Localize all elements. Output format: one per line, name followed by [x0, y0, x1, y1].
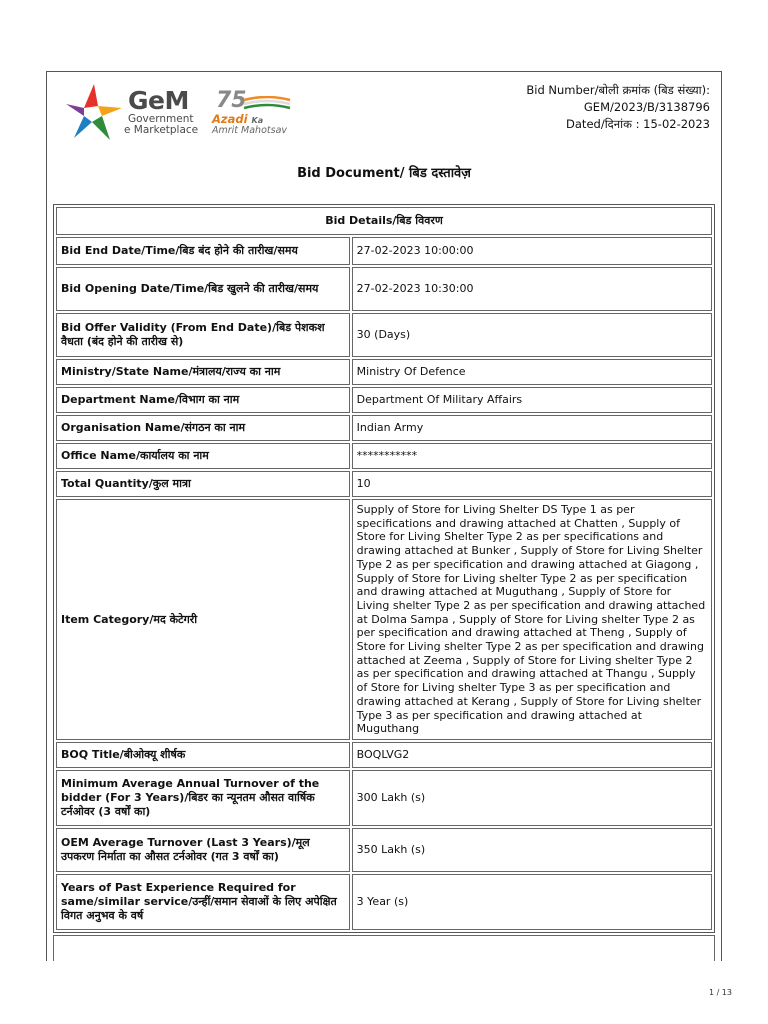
row-label: Years of Past Experience Required for same/similar service/उन्हीं/समान सेवाओं के लिए अपेक्षित विगत अनुभव के वर्ष [56, 874, 350, 930]
row-label: Ministry/State Name/मंत्रालय/राज्य का नाम [56, 359, 350, 385]
table-row [56, 267, 712, 311]
row-value: 3 Year (s) [352, 874, 712, 930]
row-label: Bid Opening Date/Time/बिड खुलने की तारीख/समय [56, 267, 350, 311]
azadi-75-mark: 75 [216, 88, 247, 113]
azadi-word: Azadi [212, 112, 248, 126]
gem-subtitle [124, 114, 198, 136]
row-value: 350 Lakh (s) [352, 828, 712, 872]
gem-star-logo-icon [64, 82, 124, 142]
table-row [56, 874, 712, 930]
row-value: Supply of Store for Living Shelter DS Type 1 as per specifications and drawing attached at Chatten , Supply of Store for Living Shelter Type 2 as per specifications and drawing attached at Bunker , Supply of Store for Living Shelter Type 2 as per specification and drawing attached at Giagong , Supply of Store for Living shelter Type 2 as per specification and drawing attached at Muguthang , Supply of Store for Living shelter Type 2 as per specification and drawing attached at Dolma Sampa , Supply of Store for Living shelter Type 2 as per specification and drawing attached at Theng , Supply of Store for Living shelter Type 2 as per specification and drawing attached at Zeema , Supply of Store for Living shelter Type 2 as per specification and drawing attached at Thangu , Supply of Store for Living shelter Type 3 as per specification and drawing attached at Kerang , Supply of Store for Living shelter Type 3 as per specification and drawing attached at Muguthang [352, 499, 712, 740]
document-title: Bid Document/ बिड दस्तावेज़ [297, 166, 471, 181]
table-row [56, 415, 712, 441]
table-row [56, 742, 712, 768]
azadi-ka-amrit-mahotsav-logo [212, 88, 302, 140]
gem-subtitle-line1: Government [128, 113, 194, 125]
dated-label: Dated/दिनांक : [566, 117, 640, 131]
row-value: 10 [352, 471, 712, 497]
row-value: Indian Army [352, 415, 712, 441]
table-row [56, 828, 712, 872]
bid-date-line [526, 116, 710, 133]
row-value: BOQLVG2 [352, 742, 712, 768]
row-label: Department Name/विभाग का नाम [56, 387, 350, 413]
row-label: Office Name/कार्यालय का नाम [56, 443, 350, 469]
dated-value: 15-02-2023 [643, 117, 710, 131]
table-row [56, 359, 712, 385]
azadi-ka-word: Ka [251, 116, 264, 125]
row-value: 30 (Days) [352, 313, 712, 357]
gem-subtitle-line2: e Marketplace [124, 124, 199, 136]
bid-number: GEM/2023/B/3138796 [583, 100, 710, 114]
row-label: Item Category/मद केटेगरी [56, 499, 350, 740]
row-value: Ministry Of Defence [352, 359, 712, 385]
row-value: *********** [352, 443, 712, 469]
table-row [56, 471, 712, 497]
table-header-row [56, 207, 712, 235]
table-row [56, 499, 712, 740]
row-value: Department Of Military Affairs [352, 387, 712, 413]
table-row [56, 387, 712, 413]
table-heading: Bid Details/बिड विवरण [56, 207, 712, 235]
azadi-text [212, 112, 263, 126]
table-row [56, 770, 712, 826]
bid-meta [526, 82, 710, 133]
row-value: 27-02-2023 10:30:00 [352, 267, 712, 311]
page-number: 1 / 13 [708, 988, 732, 997]
table-row [56, 237, 712, 265]
table-row [56, 313, 712, 357]
row-label: Organisation Name/संगठन का नाम [56, 415, 350, 441]
bid-number-label: Bid Number/बोली क्रमांक (बिड संख्या): [526, 83, 710, 97]
table-row [56, 443, 712, 469]
row-value: 27-02-2023 10:00:00 [352, 237, 712, 265]
logo-area [64, 82, 364, 144]
row-label: Minimum Average Annual Turnover of the bidder (For 3 Years)/बिडर का न्यूनतम औसत वार्षिक टर्नओवर (3 वर्षों का) [56, 770, 350, 826]
row-label: BOQ Title/बीओक्यू शीर्षक [56, 742, 350, 768]
next-section-box [53, 935, 715, 961]
amrit-mahotsav-text: Amrit Mahotsav [212, 125, 288, 136]
row-value: 300 Lakh (s) [352, 770, 712, 826]
row-label: Bid End Date/Time/बिड बंद होने की तारीख/समय [56, 237, 350, 265]
gem-wordmark: GeM [128, 86, 189, 115]
row-label: Bid Offer Validity (From End Date)/बिड पेशकश वैधता (बंद होने की तारीख से) [56, 313, 350, 357]
bid-details-table [53, 204, 715, 933]
row-label: OEM Average Turnover (Last 3 Years)/मूल उपकरण निर्माता का औसत टर्नओवर (गत 3 वर्षों का) [56, 828, 350, 872]
row-label: Total Quantity/कुल मात्रा [56, 471, 350, 497]
tricolor-swoosh-icon [242, 96, 292, 110]
